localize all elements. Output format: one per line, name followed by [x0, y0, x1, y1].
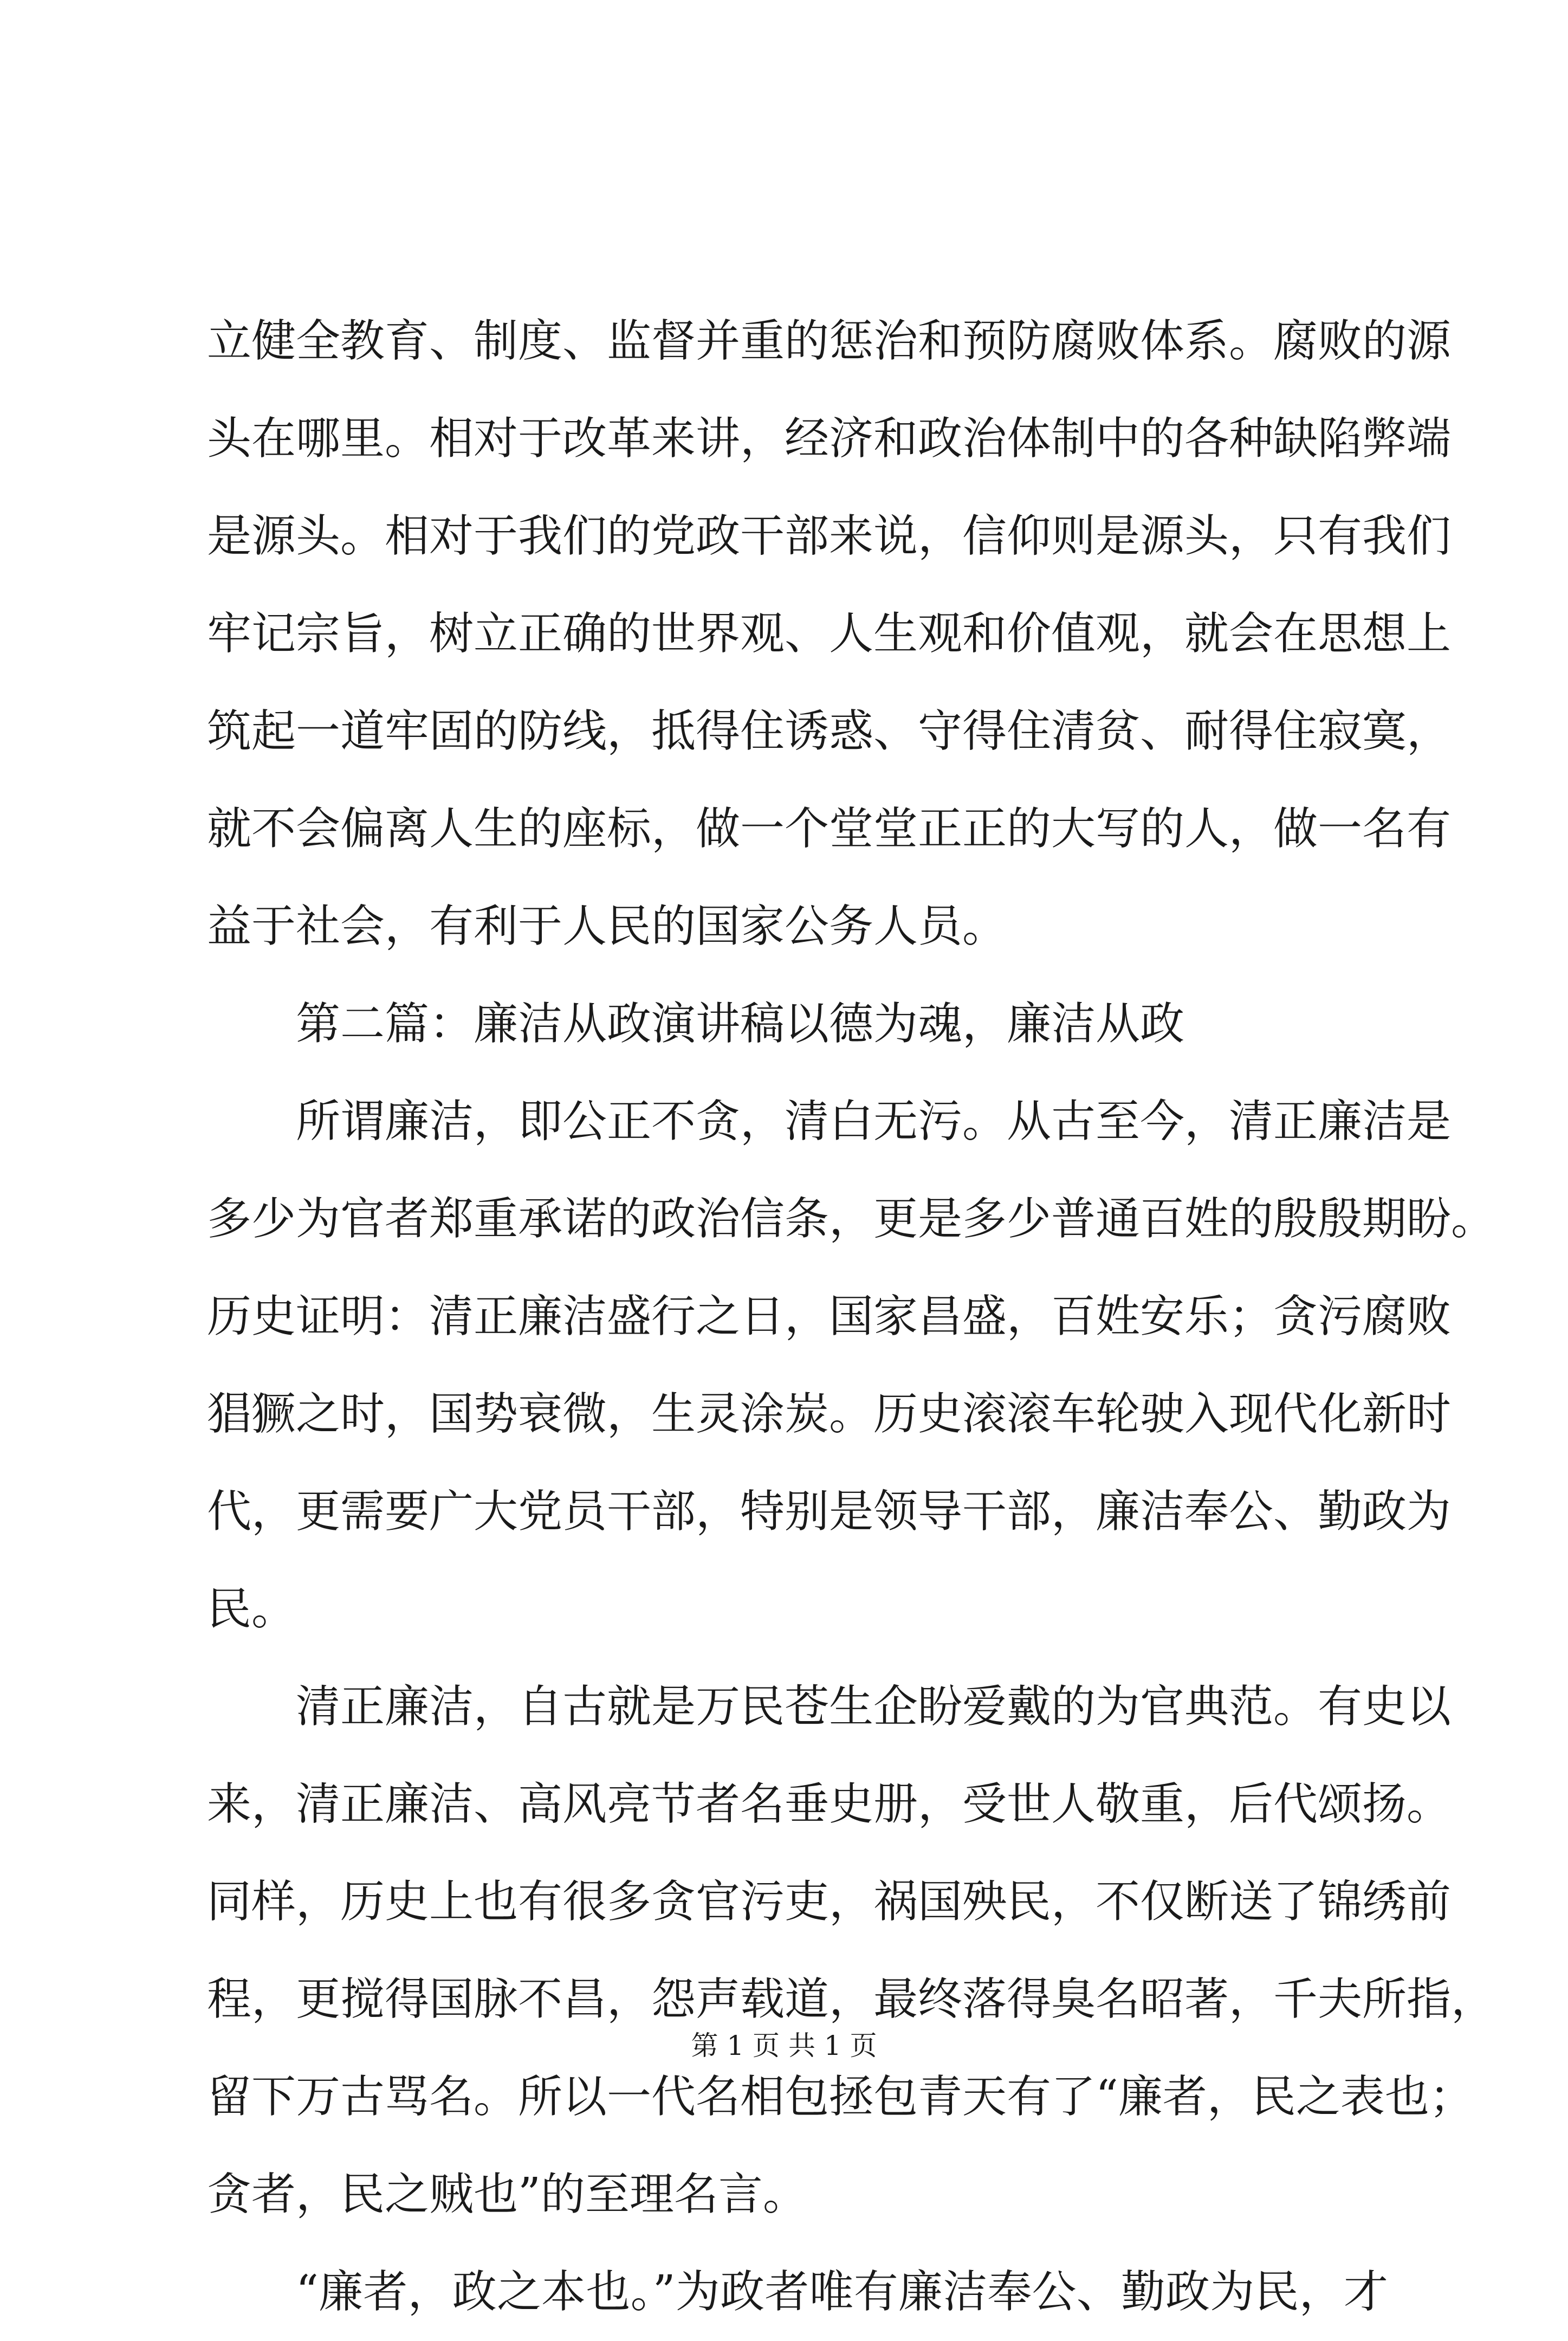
text-line: 筑起一道牢固的防线，抵得住诱惑、守得住清贫、耐得住寂寞， [207, 706, 1452, 757]
text-line: 第二篇：廉洁从政演讲稿以德为魂，廉洁从政 [296, 998, 1185, 1050]
text-line: 是源头。相对于我们的党政干部来说，信仰则是源头，只有我们 [207, 510, 1452, 562]
text-line: 同样，历史上也有很多贪官污吏，祸国殃民，不仅断送了锦绣前 [207, 1876, 1452, 1928]
text-line: 民。 [207, 1583, 296, 1635]
text-line: 益于社会，有利于人民的国家公务人员。 [207, 901, 1007, 952]
text-line: 程，更搅得国脉不昌，怨声载道，最终落得臭名昭著，千夫所指， [207, 1974, 1496, 2025]
text-line: 代，更需要广大党员干部，特别是领导干部，廉洁奉公、勤政为 [207, 1486, 1452, 1537]
page-footer: 第 1 页 共 1 页 [691, 2030, 877, 2061]
text-line: 就不会偏离人生的座标，做一个堂堂正正的大写的人，做一名有 [207, 803, 1452, 855]
text-line: 清正廉洁，自古就是万民苍生企盼爱戴的为官典范。有史以 [296, 1681, 1452, 1732]
text-line: 猖獗之时，国势衰微，生灵涂炭。历史滚滚车轮驶入现代化新时 [207, 1388, 1452, 1440]
text-line: 头在哪里。相对于改革来讲，经济和政治体制中的各种缺陷弊端 [207, 413, 1452, 464]
text-line: 多少为官者郑重承诺的政治信条，更是多少普通百姓的殷殷期盼。 [207, 1193, 1496, 1245]
text-line: 历史证明：清正廉洁盛行之日，国家昌盛，百姓安乐；贪污腐败 [207, 1291, 1452, 1342]
text-line: 牢记宗旨，树立正确的世界观、人生观和价值观，就会在思想上 [207, 608, 1452, 659]
text-line: “廉者，政之本也。”为政者唯有廉洁奉公、勤政为民，才 [296, 2266, 1388, 2318]
text-line: 立健全教育、制度、监督并重的惩治和预防腐败体系。腐败的源 [207, 315, 1452, 367]
text-line: 来，清正廉洁、高风亮节者名垂史册，受世人敬重，后代颂扬。 [207, 1779, 1452, 1830]
text-line: 贪者，民之贼也”的至理名言。 [207, 2169, 807, 2220]
text-line: 所谓廉洁，即公正不贪，清白无污。从古至今，清正廉洁是 [296, 1096, 1452, 1147]
text-line: 留下万古骂名。所以一代名相包拯包青天有了“廉者，民之表也； [207, 2071, 1474, 2123]
